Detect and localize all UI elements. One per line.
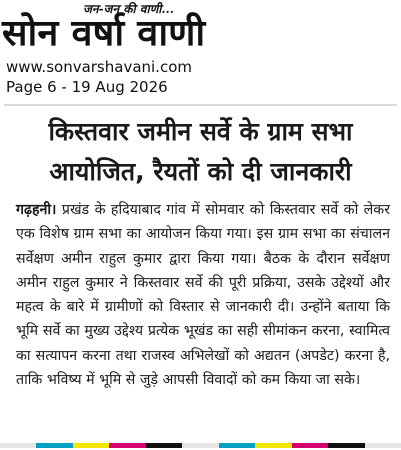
article-dateline: गढ़हनी।	[16, 202, 57, 218]
color-swatch	[0, 443, 36, 448]
color-swatch	[292, 443, 328, 448]
article-body-text: प्रखंड के हदियाबाद गांव में सोमवार को किस्तवार सर्वे को लेकर एक विशेष ग्राम सभा का आयोजन किया गया। इस ग्राम सभा का संचालन सर्वेक्षण अमीन राहुल कुमार द्वारा किया गया। बैठक के दौरान सर्वेक्षण अमीन राहुल कुमार ने किस्तवार सर्वे की पूरी प्रक्रिया, उसके उद्देश्यों और महत्व के बारे में ग्रामीणों को विस्तार से जानकारी दी। उन्होंने बताया कि भूमि सर्वे का मुख्य उद्देश्य प्रत्येक भूखंड का सही सीमांकन करना, स्वामित्व का सत्यापन करना तथा राजस्व अभिलेखों को अद्यतन (अपडेट) करना है, ताकि भविष्य में भूमि से जुड़े आपसी विवादों को कम किया जा सके।	[16, 202, 390, 389]
masthead	[0, 0, 401, 60]
color-swatch	[365, 443, 401, 448]
article-headline	[4, 112, 397, 192]
headline-line-2: आयोजित, रैयतों को दी जानकारी	[49, 157, 352, 186]
color-swatch	[109, 443, 145, 448]
color-swatch	[36, 443, 72, 448]
print-color-bar	[0, 443, 401, 448]
color-swatch	[146, 443, 182, 448]
headline-line-1: किस्तवार जमीन सर्वे के ग्राम सभा	[48, 117, 353, 146]
color-swatch	[255, 443, 291, 448]
website-url[interactable]: www.sonvarshavani.com	[6, 58, 192, 76]
article-body	[16, 198, 390, 392]
color-swatch	[328, 443, 364, 448]
newspaper-logo: सोन वर्षा वाणी	[2, 12, 206, 54]
article	[4, 104, 397, 450]
color-swatch	[182, 443, 218, 448]
color-swatch	[73, 443, 109, 448]
color-swatch	[219, 443, 255, 448]
masthead-tagline: जन-जन की वाणी...	[83, 2, 174, 16]
page-info: Page 6 - 19 Aug 2026	[6, 78, 168, 96]
